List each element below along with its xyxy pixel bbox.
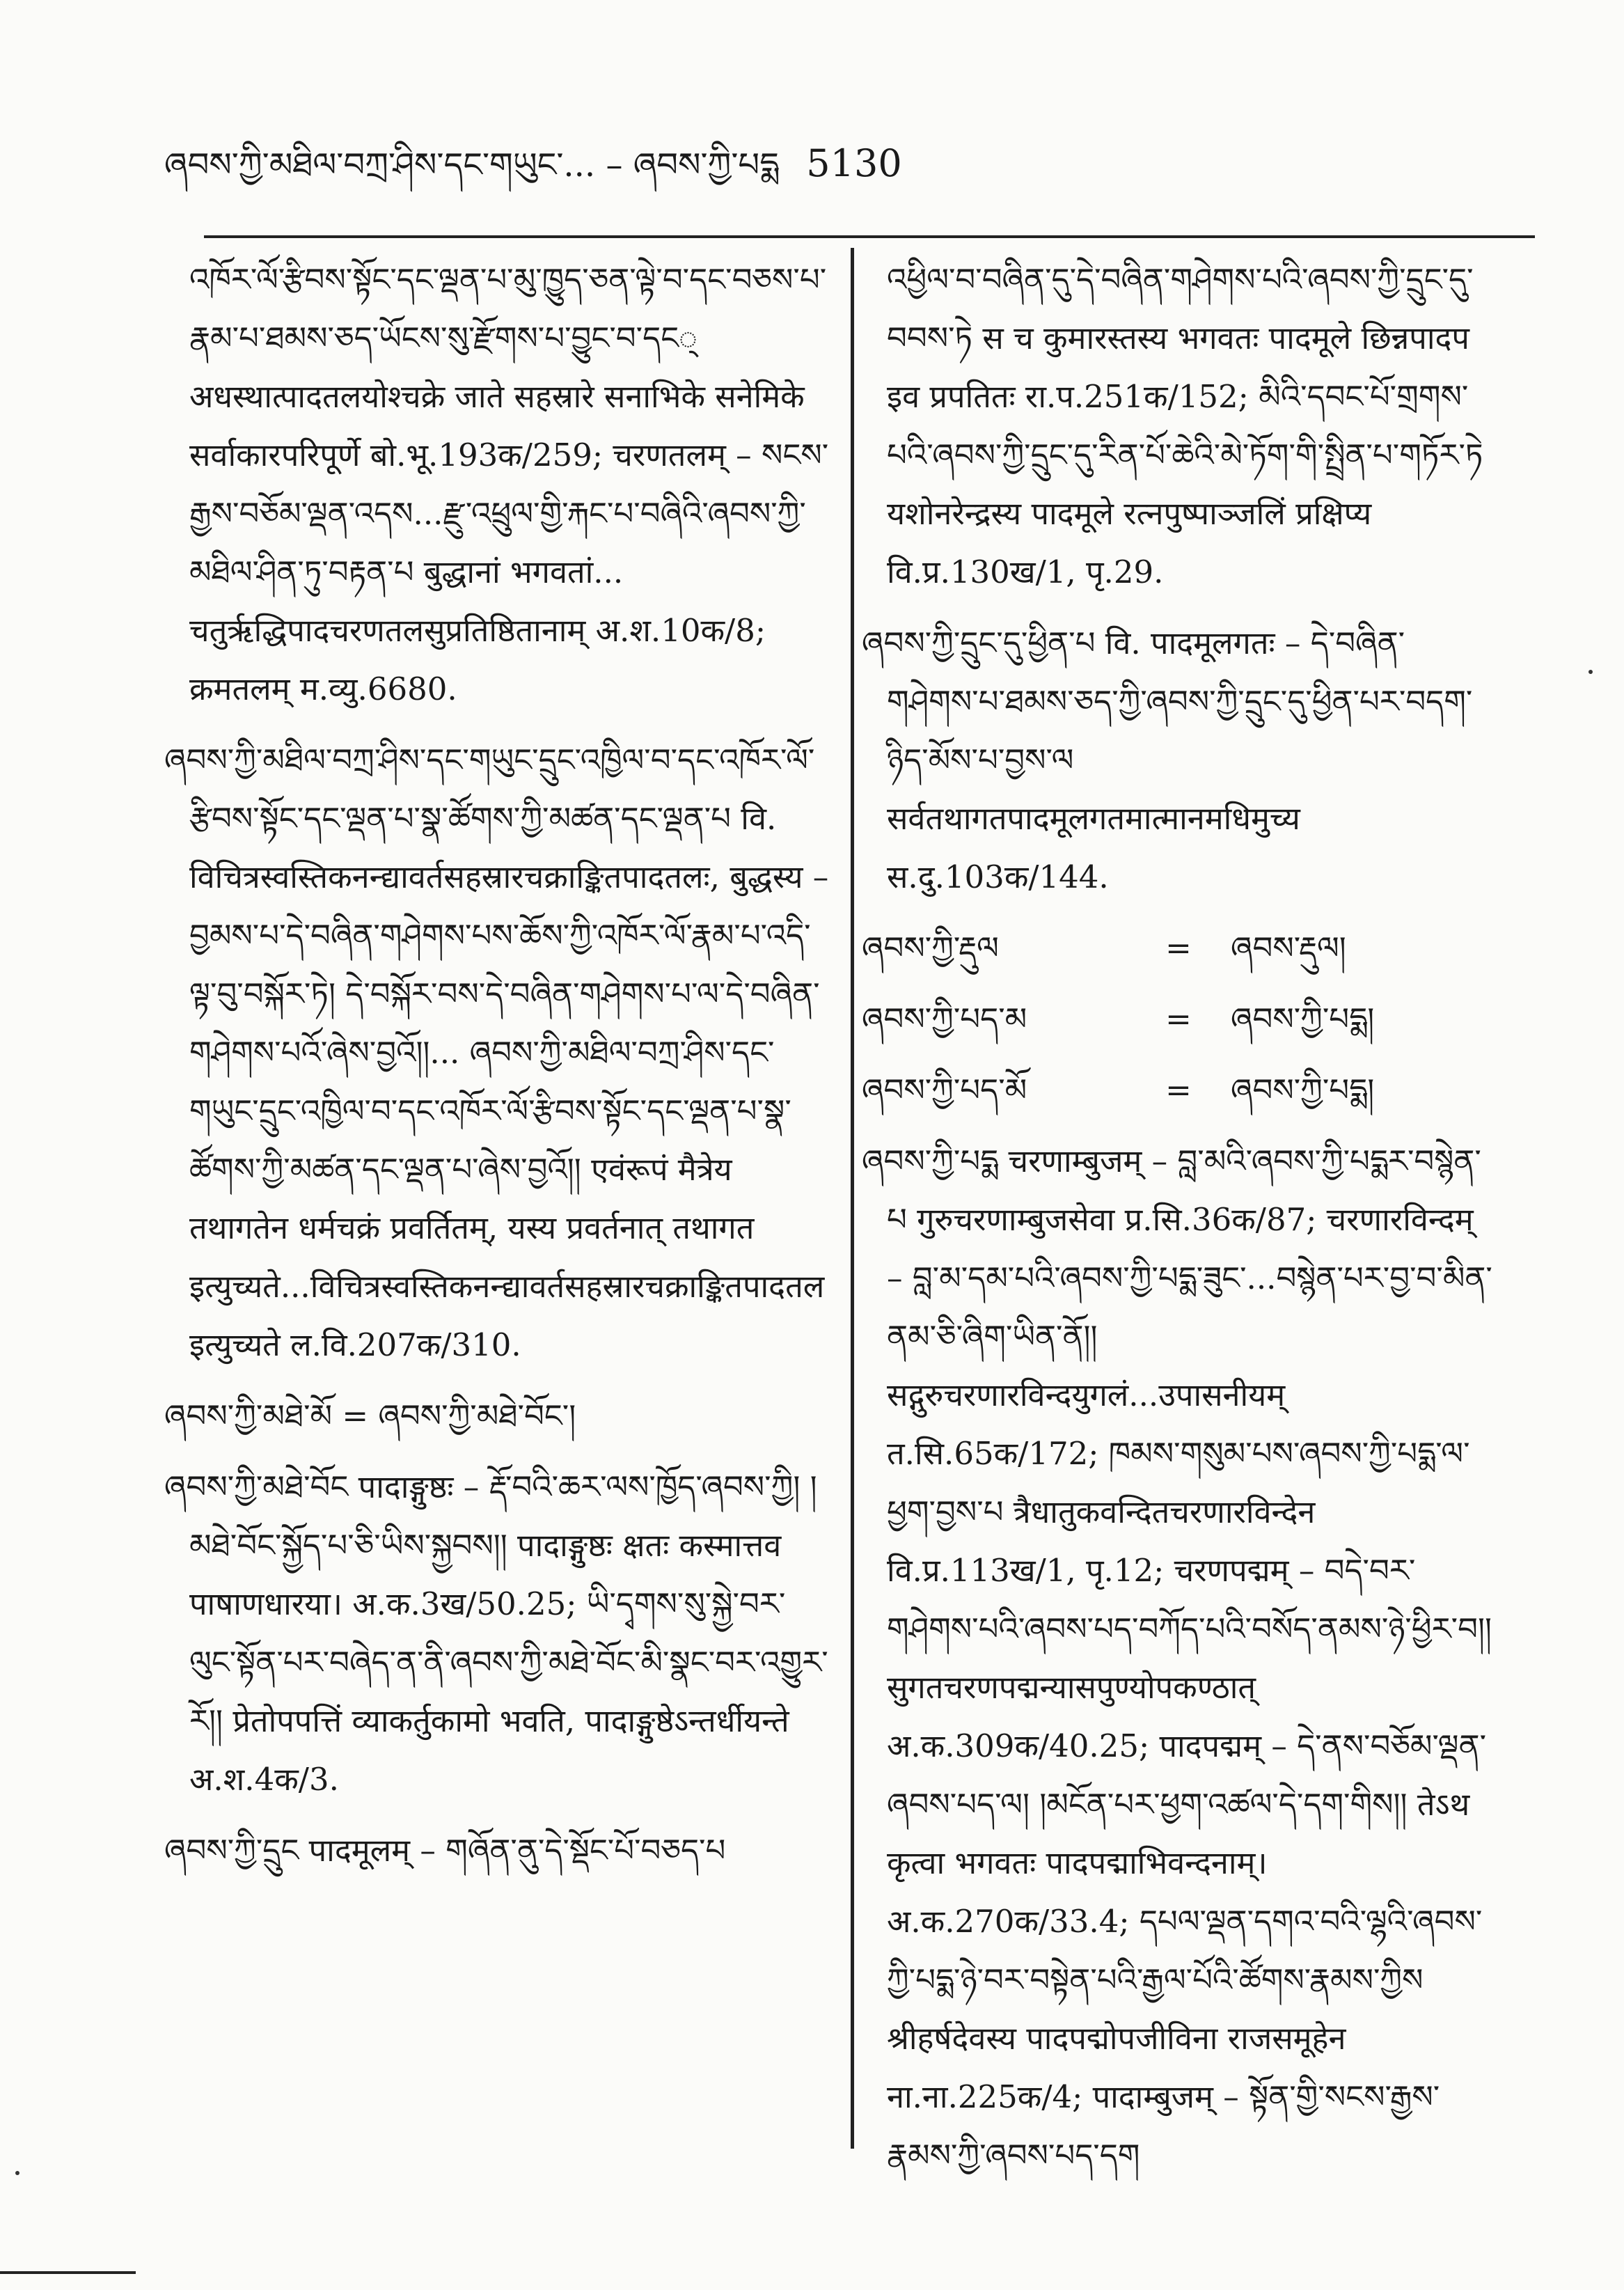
xref-term: ཞབས་ཀྱི་པད་མོ xyxy=(862,1072,1027,1108)
xref-target: ཞབས་ཀྱི་པདྨ། xyxy=(1231,1001,1375,1037)
scan-speck xyxy=(1588,670,1593,674)
xref-target: ཞབས་ཀྱི་པདྨ། xyxy=(1231,1072,1375,1108)
entry: ཞབས་ཀྱི་པདྨ चरणाम्बुजम् – བླ་མའི་ཞབས་ཀྱི་པདྨར་བསྙེན་པ गुरुचरणाम्बुजसेवा प्र.सि.36क/87; चरणारविन्दम् – བླ་མ་དམ་པའི་ཞབས་ཀྱི་པདྨ་ཟུང་...བསྙེན་པར་བྱ་བ་མིན་ནམ་ཅི་ཞིག་ཡིན་ནོ།། सद्गुरुचरणारविन्दयुगलं...उपासनीयम् त.सि.65क/172; ཁམས་གསུམ་པས་ཞབས་ཀྱི་པདྨ་ལ་ཕྱག་བྱས་པ त्रैधातुकवन्दितचरणारविन्देन वि.प्र.113ख/1, पृ.12; चरणपद्मम् – བདེ་བར་གཤེགས་པའི་ཞབས་པད་བཀོད་པའི་བསོད་ནམས་ཉེ་ཕྱིར་བ།། सुगतचरणपद्मन्यासपुण्योपकण्ठात् अ.क.309क/40.25; पादपद्मम् – དེ་ནས་བཅོམ་ལྡན་ཞབས་པད་ལ། །མངོན་པར་ཕྱག་འཚལ་དེ་དག་གིས།། तेऽथ कृत्वा भगवतः पादपद्माभिवन्दनाम्। अ.क.270क/33.4; དཔལ་ལྡན་དགའ་བའི་ལྷའི་ཞབས་ཀྱི་པདྨ་ཉེ་བར་བསྟེན་པའི་རྒྱལ་པོའི་ཚོགས་རྣམས་ཀྱིས श्रीहर्षदेवस्य पादपद्मोपजीविना राजसमूहेन ना.ना.225क/4; पादाम्बुजम् – སྟོན་གྱི་སངས་རྒྱས་རྣམས་ཀྱི་ཞབས་པད་དག xyxy=(862,1143,1492,2174)
entry: ཞབས་ཀྱི་དྲུང पादमूलम् – གཞོན་ནུ་དེ་སྡོང་པོ་བཅད་པ xyxy=(164,1832,726,1869)
entry: ཞབས་ཀྱི་མཐེ་བོང पादाङ्गुष्ठः – རྡོ་བའི་ཆར་ལས་ཁྱོད་ཞབས་ཀྱི། །མཐེ་བོང་སྐྱོད་པ་ཅི་ཡིས་སྐྱབས།། पादाङ्गुष्ठः क्षतः कस्मात्तव पाषाणधारया। अ.क.3ख/50.25; ཡི་དྭགས་སུ་སྐྱེ་བར་ལུང་སྟོན་པར་བཞེད་ན་ནི་ཞབས་ཀྱི་མཐེ་བོང་མི་སྣང་བར་འགྱུར་རོ།། प्रेतोपपत्तिं व्याकर्तुकामो भवति, पादाङ्गुष्ठेऽन्तर्धीयन्ते अ.श.4क/3. xyxy=(164,1468,828,1798)
xref-target: ཞབས་རྡུལ། xyxy=(1231,930,1346,966)
xref-term: ཞབས་ཀྱི་རྡུལ xyxy=(862,930,999,966)
entry: ཞབས་ཀྱི་མཐེ་མོ = ཞབས་ཀྱི་མཐེ་བོང་། xyxy=(164,1397,576,1434)
cross-reference xyxy=(862,1061,1495,1120)
footer-rule xyxy=(0,2271,136,2274)
cross-reference xyxy=(862,919,1495,978)
column-divider xyxy=(851,248,854,2149)
page-number: 5130 xyxy=(806,141,902,185)
xref-equals: = xyxy=(1165,1001,1192,1037)
header-rule xyxy=(204,235,1535,238)
entry: འཕྱིལ་བ་བཞིན་དུ་དེ་བཞིན་གཤེགས་པའི་ཞབས་ཀྱི་དྲུང་དུ་བབས་ཏེ स च कुमारस्तस्य भगवतः पादमूले छिन्नपादप इव प्रपतितः रा.प.251क/152; མིའི་དབང་པོ་གྲགས་པའི་ཞབས་ཀྱི་དྲུང་དུ་རིན་པོ་ཆེའི་མེ་ཏོག་གི་སྤྲིན་པ་གཏོར་ཏེ यशोनरेन्द्रस्य पादमूले रत्नपुष्पाञ्जलिं प्रक्षिप्य वि.प्र.130ख/1, पृ.29. xyxy=(887,261,1483,590)
headword-range: ཞབས་ཀྱི་མཐིལ་བཀྲ་ཤིས་དང་གཡུང་... – ཞབས་ཀྱི་པདྨ xyxy=(164,146,779,185)
running-header xyxy=(164,136,1487,193)
entry: ཞབས་ཀྱི་མཐིལ་བཀྲ་ཤིས་དང་གཡུང་དྲུང་འཁྱིལ་བ་དང་འཁོར་ལོ་རྩིབས་སྟོང་དང་ལྡན་པ་སྣ་ཚོགས་ཀྱི་མཚན་དང་ལྡན་པ वि. विचित्रस्वस्तिकनन्द्यावर्तसहस्रारचक्राङ्कितपादतलः, बुद्धस्य – བྱམས་པ་དེ་བཞིན་གཤེགས་པས་ཆོས་ཀྱི་འཁོར་ལོ་རྣམ་པ་འདི་ལྟ་བུ་བསྐོར་ཏེ། དེ་བསྐོར་བས་དེ་བཞིན་གཤེགས་པ་ལ་དེ་བཞིན་གཤེགས་པའོ་ཞེས་བྱའོ།།... ཞབས་ཀྱི་མཐིལ་བཀྲ་ཤིས་དང་གཡུང་དྲུང་འཁྱིལ་བ་དང་འཁོར་ལོ་རྩིབས་སྟོང་དང་ལྡན་པ་སྣ་ཚོགས་ཀྱི་མཚན་དང་ལྡན་པ་ཞེས་བྱའོ།། एवंरूपं मैत्रेय तथागतेन धर्मचक्रं प्रवर्तितम्, यस्य प्रवर्तनात् तथागत इत्युच्यते...विचित्रस्वस्तिकनन्द्यावर्तसहस्रारचक्राङ्कितपादतल इत्युच्यते ल.वि.207क/310. xyxy=(164,742,829,1363)
scan-speck xyxy=(15,2171,19,2175)
xref-equals: = xyxy=(1165,1072,1192,1108)
xref-term: ཞབས་ཀྱི་པད་མ xyxy=(862,1001,1027,1037)
entry: འཁོར་ལོ་རྩིབས་སྟོང་དང་ལྡན་པ་མུ་ཁྱུད་ཅན་ལྟེ་བ་དང་བཅས་པ་རྣམ་པ་ཐམས་ཅད་ཡོངས་སུ་རྫོགས་པ་བྱུང་བ་དང् अधस्थात्पादतलयोश्चक्रे जाते सहस्रारे सनाभिके सनेमिके सर्वाकारपरिपूर्णे बो.भू.193क/259; चरणतलम् – སངས་རྒྱས་བཅོམ་ལྡན་འདས...རྫུ་འཕྲུལ་གྱི་རྐང་པ་བཞིའི་ཞབས་ཀྱི་མཐིལ་ཤིན་ཏུ་བརྟན་པ बुद्धानां भगवतां... चतुर्ऋद्धिपादचरणतलसुप्रतिष्ठितानाम् अ.श.10क/8; क्रमतलम् म.व्यु.6680. xyxy=(189,261,829,707)
xref-equals: = xyxy=(1165,930,1192,966)
cross-reference xyxy=(862,990,1495,1049)
left-column xyxy=(164,251,829,1892)
entry: ཞབས་ཀྱི་དྲུང་དུ་ཕྱིན་པ वि. पादमूलगतः – དེ་བཞིན་གཤེགས་པ་ཐམས་ཅད་ཀྱི་ཞབས་ཀྱི་དྲུང་དུ་ཕྱིན་པར་བདག་ཉིད་མོས་པ་བྱས་ལ सर्वतथागतपादमूलगतमात्मानमधिमुच्य स.दु.103क/144. xyxy=(862,625,1473,895)
right-column xyxy=(862,251,1495,2197)
